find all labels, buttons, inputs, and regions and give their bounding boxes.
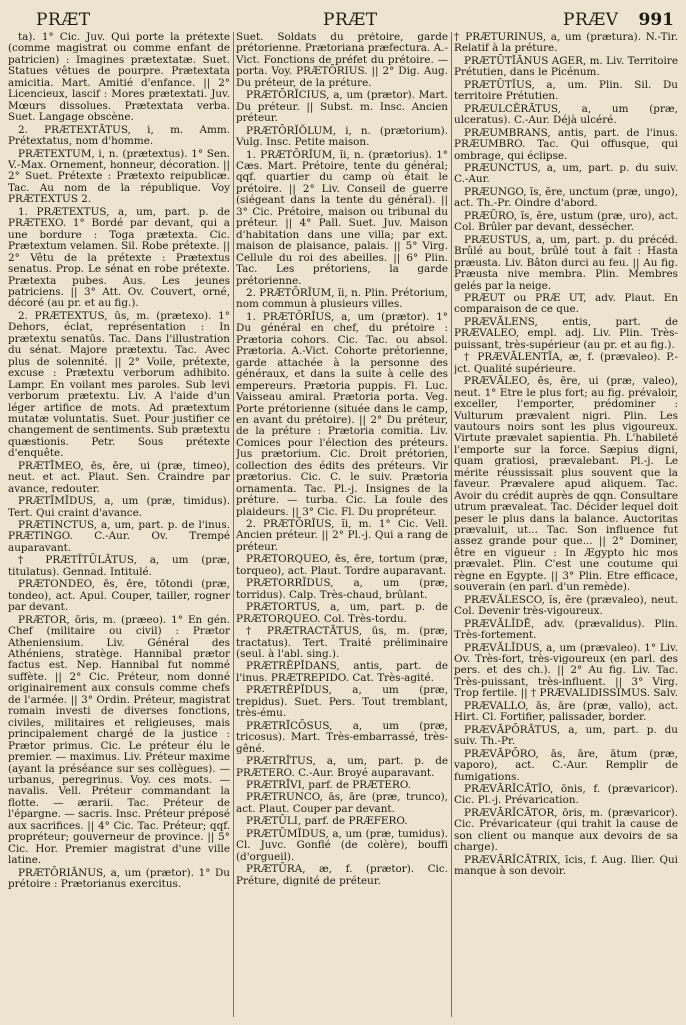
dictionary-entry: PRÆTORQUEO, ēs, ēre, tortum (præ, torqueo), act. Plaut. Tordre auparavant. — [236, 553, 448, 577]
dictionary-entry: † PRÆTŪRĪNUS, a, um (prætura). N.-Tir. Relatif à la préture. — [454, 32, 678, 55]
dictionary-entry: † PRÆTĬTŪLĀTUS, a, um (præ, titulatus). Gennad. Intitulé. — [8, 554, 230, 578]
header-left-guideword: PRÆT — [36, 10, 91, 30]
dictionary-entry: PRÆTOR, ōris, m. (præeo). 1° En gén. Chef (militaire ou civil) : Prætor Atheniensium. Liv. Général des Athéniens, stratège. Hannibal prætor factus est. Nep. Hannibal fut nommé suffète. || 2° Cic. Préteur, nom donné originairement aux consuls comme chefs de l'armée. || 3° Ordin. Préteur, magistrat romain investi de diverses fonctions, civiles, militaires et religieuses, mais principalement chargé de la justice : Prætor primus. Cic. Le préteur élu le premier. — maximus. Liv. Préteur maxime (ayant la préséance sur ses collègues). — urbanus, peregrinus. Voy. ces mots. — navalis. Vell. Préteur commandant la flotte. — ærarii. Tac. Préteur de l'épargne. — sacris. Insc. Préteur préposé aux sacrifices. || 4° Cic. Tac. Préteur; qqf. propréteur; gouverneur de province. || 5° Cic. Hor. Premier magistrat d'une ville latine. — [8, 613, 230, 867]
dictionary-entry: PRÆTRUNCO, ās, āre (præ, trunco), act. Plaut. Couper par devant. — [236, 791, 448, 815]
dictionary-entry: 1. PRÆTEXTUS, a, um, part. p. de PRÆTEXO. 1° Bordé par devant, qui a une bordure : Toga prætexta. Cic. Prætextum velamen. Sil. Robe prétexte. || 2° Vêtu de la prétexte : Prætextus senatus. Prop. Le sénat en robe prétexte. Prætexta pubes. Aus. Les jeunes patriciens. || 3° Att. Ov. Couvert, orné, décoré (au pr. et au fig.). — [8, 205, 230, 310]
dictionary-entry: PRÆTŪTĬUS, a, um. Plin. Sil. Du territoire Prétutien. — [454, 78, 678, 103]
dictionary-entry: PRÆTŪRA, æ, f. (prætor). Cic. Préture, dignité de préteur. — [236, 863, 448, 887]
dictionary-entry: PRÆTĪMEO, ēs, ēre, ui (præ, timeo), neut. et act. Plaut. Sen. Craindre par avance, redouter. — [8, 459, 230, 495]
dictionary-entry: PRÆTŌRĬŎLUM, i, n. (prætorium). Vulg. Insc. Petite maison. — [236, 124, 448, 149]
column-divider — [233, 32, 234, 1017]
dictionary-entry: PRÆVĂLENS, entis, part. de PRÆVALEO, empl. adj. Liv. Plin. Très-puissant, très-supérieur (au pr. et au fig.). — [454, 315, 678, 351]
dictionary-entry: PRÆTONDEO, ēs, ēre, tōtondi (præ, tondeo), act. Apul. Couper, tailler, rogner par devant. — [8, 578, 230, 614]
dictionary-entry: PRÆVĂLESCO, ĭs, ĕre (prævaleo), neut. Col. Devenir très-vigoureux. — [454, 593, 678, 618]
dictionary-entry: PRÆVĂLĬDUS, a, um (prævaleo). 1° Liv. Ov. Très-fort, très-vigoureux (en parl. des pers. et des ch.). || 2° Au fig. Liv. Tac. Très-puissant, très-influent. || 3° Virg. Trop fertile. || † PRÆVALIDISSIMUS. Salv. — [454, 641, 678, 700]
dictionary-entry: PRÆVĂLEO, ēs, ēre, ui (præ, valeo), neut. 1° Etre le plus fort; au fig. prévaloir, exceller, l'emporter, prédominer : Vulturum prævalent nigri. Plin. Les vautours noirs sont les plus vigoureux. Virtute prævalet sapientia. Ph. L'habileté l'emporte sur la force. Sæpius digni, quam gratiosi, prævalebant. Pl.-j. Le mérite réussissait plus souvent que la faveur. Prævalere apud aliquem. Tac. Avoir du crédit auprès de qqn. Consultare utrum prævaleat. Tac. Décider lequel doit peser le plus dans la balance. Auctoritas prævaluit, ut... Tac. Son influence fut assez grande pour que... || 2° Dominer, être en vigueur : In Ægypto hic mos prævalet. Plin. C'est une coutume qui règne en Egypte. || 3° Plin. Etre efficace, souverain (en parl. d'un remède). — [454, 375, 678, 594]
dictionary-entry: PRÆTORRĬDUS, a, um (præ, torridus). Calp. Très-chaud, brûlant. — [236, 577, 448, 601]
dictionary-entry: PRÆTŌRIĀNUS, a, um (prætor). 1° Du prétoire : Prætorianus exercitus. — [8, 866, 230, 891]
dictionary-entry: PRÆTRĔPĬDUS, a, um (præ, trepidus). Suet. Pers. Tout tremblant, très-ému. — [236, 684, 448, 720]
dictionary-entry: 2. PRÆTEXTUS, ūs, m. (prætexo). 1° Dehors, éclat, représentation : In prætextu senatūs. Tac. Dans l'illustration du sénat. Majore prætextu. Tac. Avec plus de solennité. || 2° Voile, prétexte, excuse : Prætextu verborum adhibito. Lampr. En voilant mes paroles. Sub levi verborum prætextu. Liv. A l'aide d'un léger artifice de mots. Ad prætextum mutatæ voluntatis. Suet. Pour justifier ce changement de sentiments. Sub prætextu quæstionis. Petr. Sous prétexte d'enquête. — [8, 309, 230, 460]
page-header — [8, 6, 678, 32]
dictionary-entry: PRÆVĀRĬCĀTĬO, ōnis, f. (prævaricor). Cic. Pl.-j. Prévarication. — [454, 783, 678, 807]
dictionary-entry: PRÆTRĪTUS, a, um, part. p. de PRÆTERO. C.-Aur. Broyé auparavant. — [236, 755, 448, 779]
dictionary-entry: PRÆTEXTUM, i, n. (prætextus). 1° Sen. V.-Max. Ornement, honneur, décoration. || 2° Suet. Prétexte : Prætexto reipublicæ. Tac. Au nom de la république. Voy PRÆTEXTUS 2. — [8, 147, 230, 206]
dictionary-entry: PRÆTORTUS, a, um, part. p. de PRÆTORQUEO. Col. Très-tordu. — [236, 601, 448, 625]
dictionary-entry: PRÆVĂLĬDĒ, adv. (prævalidus). Plin. Très-fortement. — [454, 617, 678, 642]
dictionary-entry: PRÆUMBRANS, antis, part. de l'inus. PRÆUMBRO. Tac. Qui offusque, qui ombrage, qui éclipse. — [454, 126, 678, 162]
dictionary-entry: 1. PRÆTŌRĬUS, a, um (prætor). 1° Du général en chef, du prétoire : Prætoria cohors. Cic. Tac. ou absol. Prætoria. A.-Vict. Cohorte prétorienne, garde attachée à la personne des généraux, et dans la suite à celle des empereurs. Prætoria puppis. Fl. Luc. Vaisseau amiral. Prætoria porta. Veg. Porte prétorienne (située dans le camp, en avant du prétoire). || 2° Du préteur, de la préture : Prætoria comitia. Liv. Comices pour l'élection des préteurs. Jus prætorium. Cic. Droit prétorien, collection des édits des préteurs. Vir prætorius. Cic. C. le suiv. Prætoria ornamenta. Tac. Pl.-j. Insignes de la préture. — turba. Cic. La foule des plaideurs. || 3° Cic. Fl. Du propréteur. — [236, 310, 448, 518]
dictionary-entry: PRÆTRĪCŌSUS, a, um (præ, tricosus). Mart. Très-embarrassé, très-gêné. — [236, 719, 448, 755]
dictionary-entry: PRÆTRĔPĬDANS, antis, part. de l'inus. PRÆTREPIDO. Cat. Très-agité. — [236, 660, 448, 684]
dictionary-entry: 2. PRÆTEXTĀTUS, i, m. Amm. Prétextatus, nom d'homme. — [8, 123, 230, 148]
dictionary-entry: PRÆUNGO, ĭs, ĕre, unctum (præ, ungo), act. Th.-Pr. Oindre d'abord. — [454, 185, 678, 210]
dictionary-entry: PRÆTŪLI, parf. de PRÆFERO. — [246, 815, 408, 828]
column-3 — [454, 32, 678, 1017]
columns-area — [8, 32, 678, 1017]
dictionary-entry: PRÆUT ou PRÆ UT, adv. Plaut. En comparaison de ce que. — [454, 291, 678, 316]
column-1 — [8, 32, 230, 1017]
dictionary-entry: † PRÆTRACTĀTUS, ūs, m. (præ, tractatus). Tert. Traité préliminaire (seul. à l'abl. sing.). — [236, 625, 448, 661]
dictionary-entry: 1. PRÆTŌRĬUM, ĭi, n. (prætorius). 1° Cæs. Mart. Prétoire, tente du général; qqf. quartier du camp où était le prétoire. || 2° Liv. Conseil de guerre (siégeant dans la tente du général). || 3° Cic. Prétoire, maison ou tribunal du préteur. || 4° Pall. Suet. Juv. Maison d'habitation dans une villa; par ext. maison de plaisance, palais. || 5° Virg. Cellule du roi des abeilles. || 6° Plin. Tac. Les prétoriens, la garde prétorienne. — [236, 148, 448, 287]
dictionary-entry: 2. PRÆTŌRĬUS, ĭi, m. 1° Cic. Vell. Ancien préteur. || 2° Pl.-j. Qui a rang de préteur. — [236, 518, 448, 553]
dictionary-entry: PRÆŪRO, ĭs, ĕre, ustum (præ, uro), act. Col. Brûler par devant, dessécher. — [454, 209, 678, 234]
header-right-guideword: PRÆV — [563, 10, 619, 30]
dictionary-entry: PRÆUNCTUS, a, um, part. p. du suiv. C.-Aur. — [454, 161, 678, 186]
dictionary-entry: PRÆVĀPŌRĀTUS, a, um, part. p. du suiv. Th.-Pr. — [454, 723, 678, 748]
dictionary-entry: PRÆVĀRĬCĀTOR, ōris, m. (prævaricor). Cic. Prévaricateur (qui trahit la cause de son client ou manque aux devoirs de sa charge). — [454, 806, 678, 854]
dictionary-entry: PRÆTŪTĬĀNUS AGER, m. Liv. Territoire Prétutien, dans le Picénum. — [454, 54, 678, 79]
dictionary-entry: PRÆVALLO, ās, āre (præ, vallo), act. Hirt. Cl. Fortifier, palissader, border. — [454, 699, 678, 724]
dictionary-entry: Suet. Soldats du prétoire, garde prétorienne. Prætoriana præfectura. A.-Vict. Fonctions de préfet du prétoire. — porta. Voy. PRÆTŌRIUS. || 2° Dig. Aug. Du préteur, de la préture. — [236, 32, 448, 89]
page-number: 991 — [638, 10, 674, 30]
column-2 — [236, 32, 448, 1017]
dictionary-entry: ta). 1° Cic. Juv. Qui porte la prétexte (comme magistrat ou comme enfant de patricien) : Imagines prætextatæ. Suet. Statues vêtues de pourpre. Prætextata amicitia. Mart. Amitié d'enfance. || 2° Licencieux, lascif : Mores prætextati. Juv. Mœurs dissolues. Prætextata verba. Suet. Langage obscène. — [8, 32, 230, 124]
dictionary-entry: PRÆTRĪVI, parf. de PRÆTERO. — [246, 779, 412, 791]
dictionary-entry: PRÆULCĔRĀTUS, a, um (præ, ulceratus). C.-Aur. Déjà ulcéré. — [454, 102, 678, 127]
column-divider — [451, 32, 452, 1017]
dictionary-entry: PRÆTĬMĬDUS, a, um (præ, timidus). Tert. Qui craint d'avance. — [8, 495, 230, 519]
dictionary-entry: 2. PRÆTŌRĬUM, ĭi, n. Plin. Prétorium, nom commun à plusieurs villes. — [236, 286, 448, 311]
dictionary-entry: † PRÆVĂLENTĬA, æ, f. (prævaleo). P.-jct. Qualité supérieure. — [454, 351, 678, 375]
dictionary-entry: PRÆVĀPŌRO, ās, āre, ātum (præ, vaporo), act. C.-Aur. Remplir de fumigations. — [454, 747, 678, 783]
dictionary-entry: PRÆUSTUS, a, um, part. p. du précéd. Brûlé au bout, brûlé tout à fait : Hasta præusta. Liv. Bâton durci au feu. || Au fig. Præusta nive membra. Plin. Membres gelés par la neige. — [454, 233, 678, 292]
dictionary-entry: PRÆTŌRĬCIUS, a, um (prætor). Mart. Du préteur. || Subst. m. Insc. Ancien préteur. — [236, 89, 448, 125]
dictionary-entry: PRÆVĀRĬCĀTRIX, īcis, f. Aug. Ilier. Qui manque à son devoir. — [454, 853, 678, 878]
dictionary-entry: PRÆTŪMĬDUS, a, um (præ, tumidus). Cl. Juvc. Gonflé (de colère), bouffi (d'orgueil). — [236, 827, 448, 863]
header-center-guideword: PRÆT — [323, 10, 378, 30]
dictionary-entry: PRÆTINCTUS, a, um, part. p. de l'inus. PRÆTINGO. C.-Aur. Ov. Trempé auparavant. — [8, 519, 230, 554]
